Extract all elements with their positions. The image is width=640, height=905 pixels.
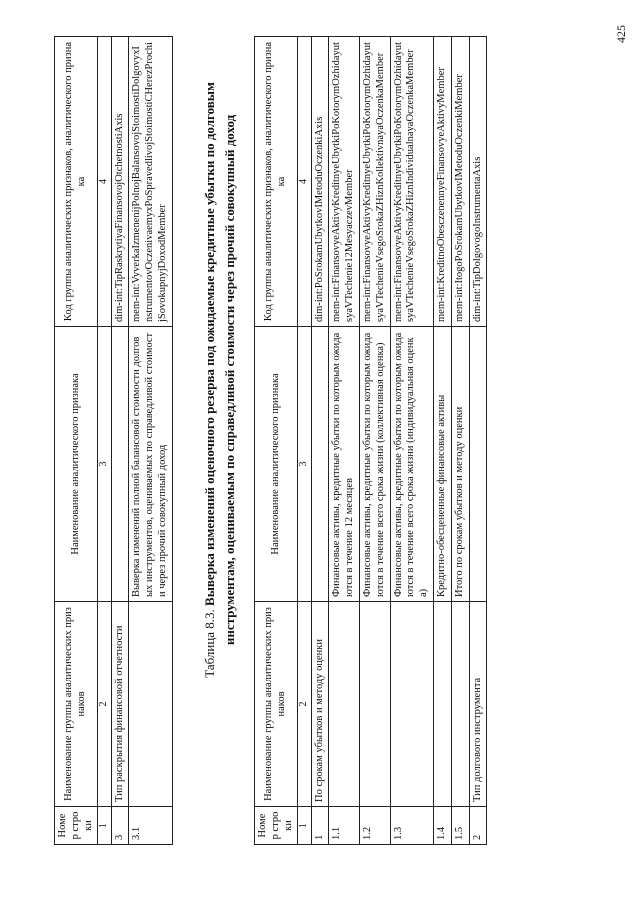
column-number: 1 — [298, 807, 311, 845]
header-row-number: Номер строки — [255, 807, 298, 845]
column-number: 4 — [98, 37, 111, 327]
row-number: 1 — [311, 807, 329, 845]
page-number: 425 — [614, 25, 628, 43]
row-feature-name — [311, 327, 329, 602]
row-code: mem-int:FinansovyeAktivyKreditnyeUbytkiPoKotorymOzhidayutsyaVTechenie12MesyaczevMember — [329, 37, 360, 327]
row-feature-name: Итого по срокам убытков и методу оценки — [451, 327, 469, 602]
table-title — [200, 60, 240, 700]
header-row-number: Номер строки — [55, 807, 98, 845]
header-feature-name: Наименование аналитического признака — [255, 327, 298, 602]
row-feature-name — [111, 327, 129, 602]
header-row — [255, 37, 298, 845]
row-group-name — [329, 602, 360, 807]
row-feature-name — [469, 327, 487, 602]
row-group-name: Тип долгового инструмента — [469, 602, 487, 807]
row-code: dim-int:TipDolgovogoInstrumentaAxis — [469, 37, 487, 327]
column-number: 1 — [98, 807, 111, 845]
row-code: mem-int:VyverkaIzmenenijPolnojBalansovojStoimostiDolgovyxInstrumentovOczenivaemyxPoSpravedlivojStoimostiCHerezProchijSovokupnyjDoxodMember — [129, 37, 172, 327]
column-number-row — [98, 37, 111, 845]
row-number: 3 — [111, 807, 129, 845]
row-group-name — [390, 602, 433, 807]
column-number: 3 — [98, 327, 111, 602]
row-number: 1.4 — [433, 807, 451, 845]
header-group-code: Код группы аналитических признаков, аналитического признака — [55, 37, 98, 327]
table-8-3 — [254, 36, 487, 845]
row-code: dim-int:TipRaskrytiyaFinansovojOtchetnostiAxis — [111, 37, 129, 327]
row-code: mem-int:FinansovyeAktivyKreditnyeUbytkiPoKotorymOzhidayutsyaVTechenieVsegoSrokaZHiznKollektivnayaOczenkaMember — [359, 37, 390, 327]
row-group-name — [433, 602, 451, 807]
header-group-code: Код группы аналитических признаков, аналитического признака — [255, 37, 298, 327]
table-title-prefix: Таблица 8.3. — [202, 609, 217, 678]
table-row — [451, 37, 469, 845]
row-number: 3.1 — [129, 807, 172, 845]
row-group-name — [129, 602, 172, 807]
table-row — [359, 37, 390, 845]
row-number: 2 — [469, 807, 487, 845]
table-row — [433, 37, 451, 845]
table-row — [129, 37, 172, 845]
table-title-text: Выверка изменений оценочного резерва под ожидаемые кредитные убытки по долговым инструментам, оцениваемым по справедливой стоимости через прочий совокупный доход — [202, 82, 238, 646]
row-code: mem-int:ItogoPoSrokamUbytkovIMetoduOczenkiMember — [451, 37, 469, 327]
row-feature-name: Выверка изменений полной балансовой стоимости долговых инструментов, оцениваемых по справедливой стоимости через прочий совокупный доход — [129, 327, 172, 602]
row-number: 1.5 — [451, 807, 469, 845]
row-group-name: По срокам убытков и методу оценки — [311, 602, 329, 807]
header-group-name: Наименование группы аналитических признаков — [255, 602, 298, 807]
row-code: dim-int:PoSrokamUbytkovIMetoduOczenkiAxis — [311, 37, 329, 327]
row-number: 1.3 — [390, 807, 433, 845]
table-row — [390, 37, 433, 845]
row-group-name — [451, 602, 469, 807]
row-feature-name: Финансовые активы, кредитные убытки по которым ожидаются в течение 12 месяцев — [329, 327, 360, 602]
table-row — [311, 37, 329, 845]
column-number: 2 — [98, 602, 111, 807]
column-number: 4 — [298, 37, 311, 327]
header-row — [55, 37, 98, 845]
column-number: 2 — [298, 602, 311, 807]
table-row — [111, 37, 129, 845]
row-code: mem-int:FinansovyeAktivyKreditnyeUbytkiPoKotorymOzhidayutsyaVTechenieVsegoSrokaZHiznIndividualnayaOczenkaMember — [390, 37, 433, 327]
row-number: 1.1 — [329, 807, 360, 845]
column-number: 3 — [298, 327, 311, 602]
header-group-name: Наименование группы аналитических признаков — [55, 602, 98, 807]
row-group-name — [359, 602, 390, 807]
table-row — [329, 37, 360, 845]
column-number-row — [298, 37, 311, 845]
row-group-name: Тип раскрытия финансовой отчетности — [111, 602, 129, 807]
row-code: mem-int:KreditnoObesczenennyeFinansovyeAktivyMember — [433, 37, 451, 327]
row-feature-name: Кредитно-обесцененные финансовые активы — [433, 327, 451, 602]
row-feature-name: Финансовые активы, кредитные убытки по которым ожидаются в течение всего срока жизни (коллективная оценка) — [359, 327, 390, 602]
row-number: 1.2 — [359, 807, 390, 845]
table-8-2-continuation — [54, 36, 173, 845]
table-row — [469, 37, 487, 845]
header-feature-name: Наименование аналитического признака — [55, 327, 98, 602]
row-feature-name: Финансовые активы, кредитные убытки по которым ожидаются в течение всего срока жизни (индивидуальная оценка) — [390, 327, 433, 602]
